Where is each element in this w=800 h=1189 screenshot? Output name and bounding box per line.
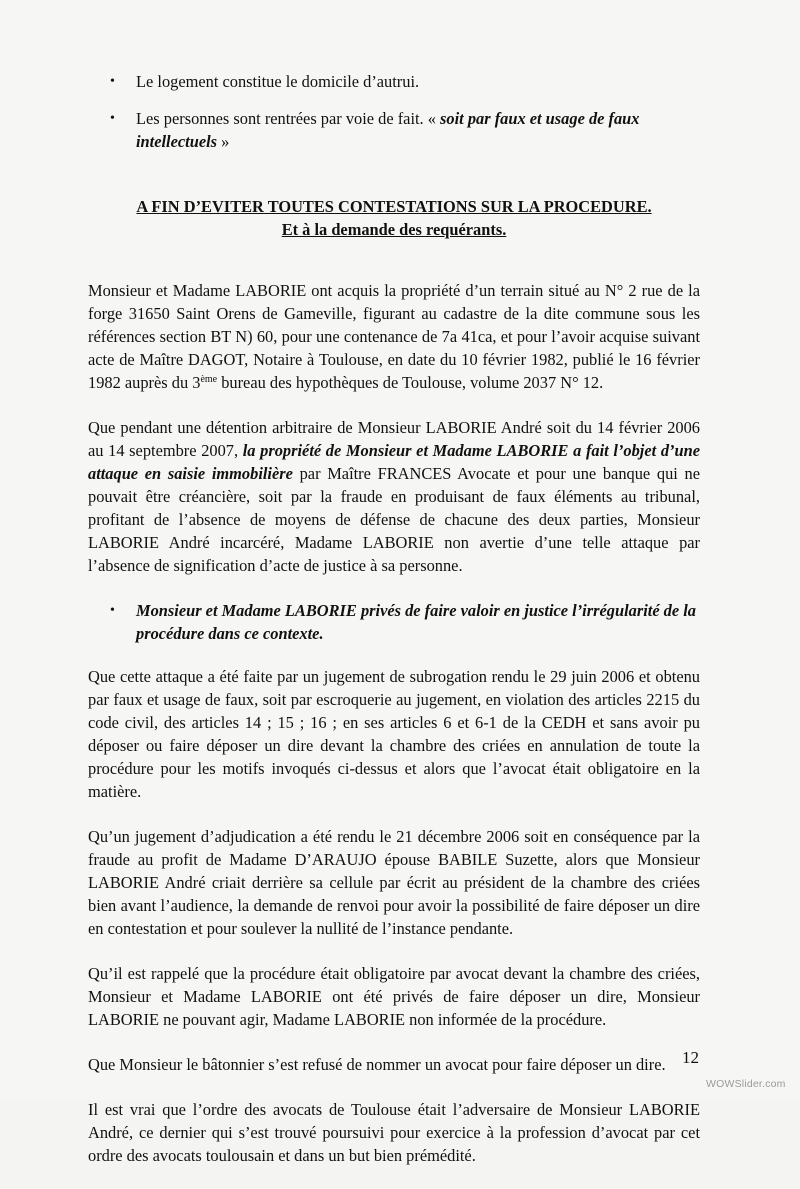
paragraph-emphasis: la propriété de Monsieur et Madame LABORIE a fait l’objet d’une attaque en saisie immobilière [88, 441, 700, 483]
bullet-emphasis: Monsieur et Madame LABORIE privés de faire valoir en justice l’irrégularité de la procédure dans ce contexte. [136, 601, 697, 643]
paragraph-text: Monsieur et Madame LABORIE ont acquis la propriété d’un terrain situé au N° 2 rue de la forge 31650 Saint Orens de Gameville, figurant au cadastre de la dite commune sous les références section BT N) 60, pour une contenance de 7a 41ca, et pour l’avoir acquise suivant acte de Maître DAGOT, Notaire à Toulouse, en date du 10 février 1982, publié le 16 février 1982 auprès du 3 [88, 281, 700, 392]
bullet-text: Le logement constitue le domicile d’autrui. [136, 72, 420, 91]
superscript: ème [200, 374, 218, 385]
paragraph-property [88, 279, 700, 394]
bullet-item [88, 70, 700, 93]
document-body [88, 70, 700, 1189]
section-heading: A FIN D’EVITER TOUTES CONTESTATIONS SUR LA PROCEDURE. [136, 197, 652, 216]
bullet-emphasis: soit par faux et usage de faux intellectuels [136, 109, 640, 151]
paragraph-procedure: Qu’il est rappelé que la procédure était obligatoire par avocat devant la chambre des criées, Monsieur et Madame LABORIE ont été privés de faire déposer un dire, Monsieur LABORIE ne pouvant agir, Madame LABORIE non informée de la procédure. [88, 964, 700, 1029]
bullet-icon: • [110, 603, 115, 618]
bullet-item [88, 107, 700, 153]
paragraph-text: Que pendant une détention arbitraire de Monsieur LABORIE André soit du 14 février 2006 au 14 septembre 2007, [88, 418, 700, 460]
paragraph-text-end: par Maître FRANCES Avocate et pour une banque qui ne pouvait être créancière, soit par la fraude en produisant de faux éléments au tribunal, profitant de l’absence de moyens de défense de chacune des deux parties, Monsieur LABORIE André incarcéré, Madame LABORIE non avertie d’une telle attaque par l’absence de signification d’acte de justice à sa personne. [88, 464, 700, 575]
bullet-text: Les personnes sont rentrées par voie de fait. « [136, 109, 441, 128]
bullet-text-end: » [217, 132, 230, 151]
paragraph-batonnier: Que Monsieur le bâtonnier s’est refusé de nommer un avocat pour faire déposer un dire. [88, 1055, 666, 1074]
bullet-icon: • [110, 111, 115, 126]
paragraph-adjudication: Qu’un jugement d’adjudication a été rendu le 21 décembre 2006 soit en conséquence par la fraude au profit de Madame D’ARAUJO épouse BABILE Suzette, alors que Monsieur LABORIE André criait derrière sa cellule par écrit au président de la chambre des criées bien avant l’audience, la demande de renvoi pour avoir la possibilité de faire déposer un dire en contestation et pour soulever la nullité de l’instance pendante. [88, 827, 700, 938]
paragraph-subrogation: Que cette attaque a été faite par un jugement de subrogation rendu le 29 juin 2006 et obtenu par faux et usage de faux, soit par escroquerie au jugement, en violation des articles 2215 du code civil, des articles 14 ; 15 ; 16 ; en ses articles 6 et 6-1 de la CEDH et sans avoir pu déposer ou faire déposer un dire devant la chambre des criées en annulation de toute la procédure pour les motifs invoqués ci-dessus et alors que l’avocat était obligatoire en la matière. [88, 667, 700, 801]
bullet-item [88, 599, 700, 645]
paragraph-detention [88, 416, 700, 577]
watermark-logo: WOWSlider.com [706, 1078, 786, 1090]
paragraph-text-end: bureau des hypothèques de Toulouse, volume 2037 N° 12. [217, 373, 604, 392]
bullet-icon: • [110, 74, 115, 89]
page-number: 12 [682, 1048, 699, 1067]
paragraph-ordre-avocats: Il est vrai que l’ordre des avocats de Toulouse était l’adversaire de Monsieur LABORIE André, ce dernier qui s’est trouvé poursuivi pour exercice à la profession d’avocat par cet ordre des avocats toulousain et dans un but bien prémédité. [88, 1100, 700, 1165]
section-subheading: Et à la demande des requérants. [281, 220, 507, 239]
